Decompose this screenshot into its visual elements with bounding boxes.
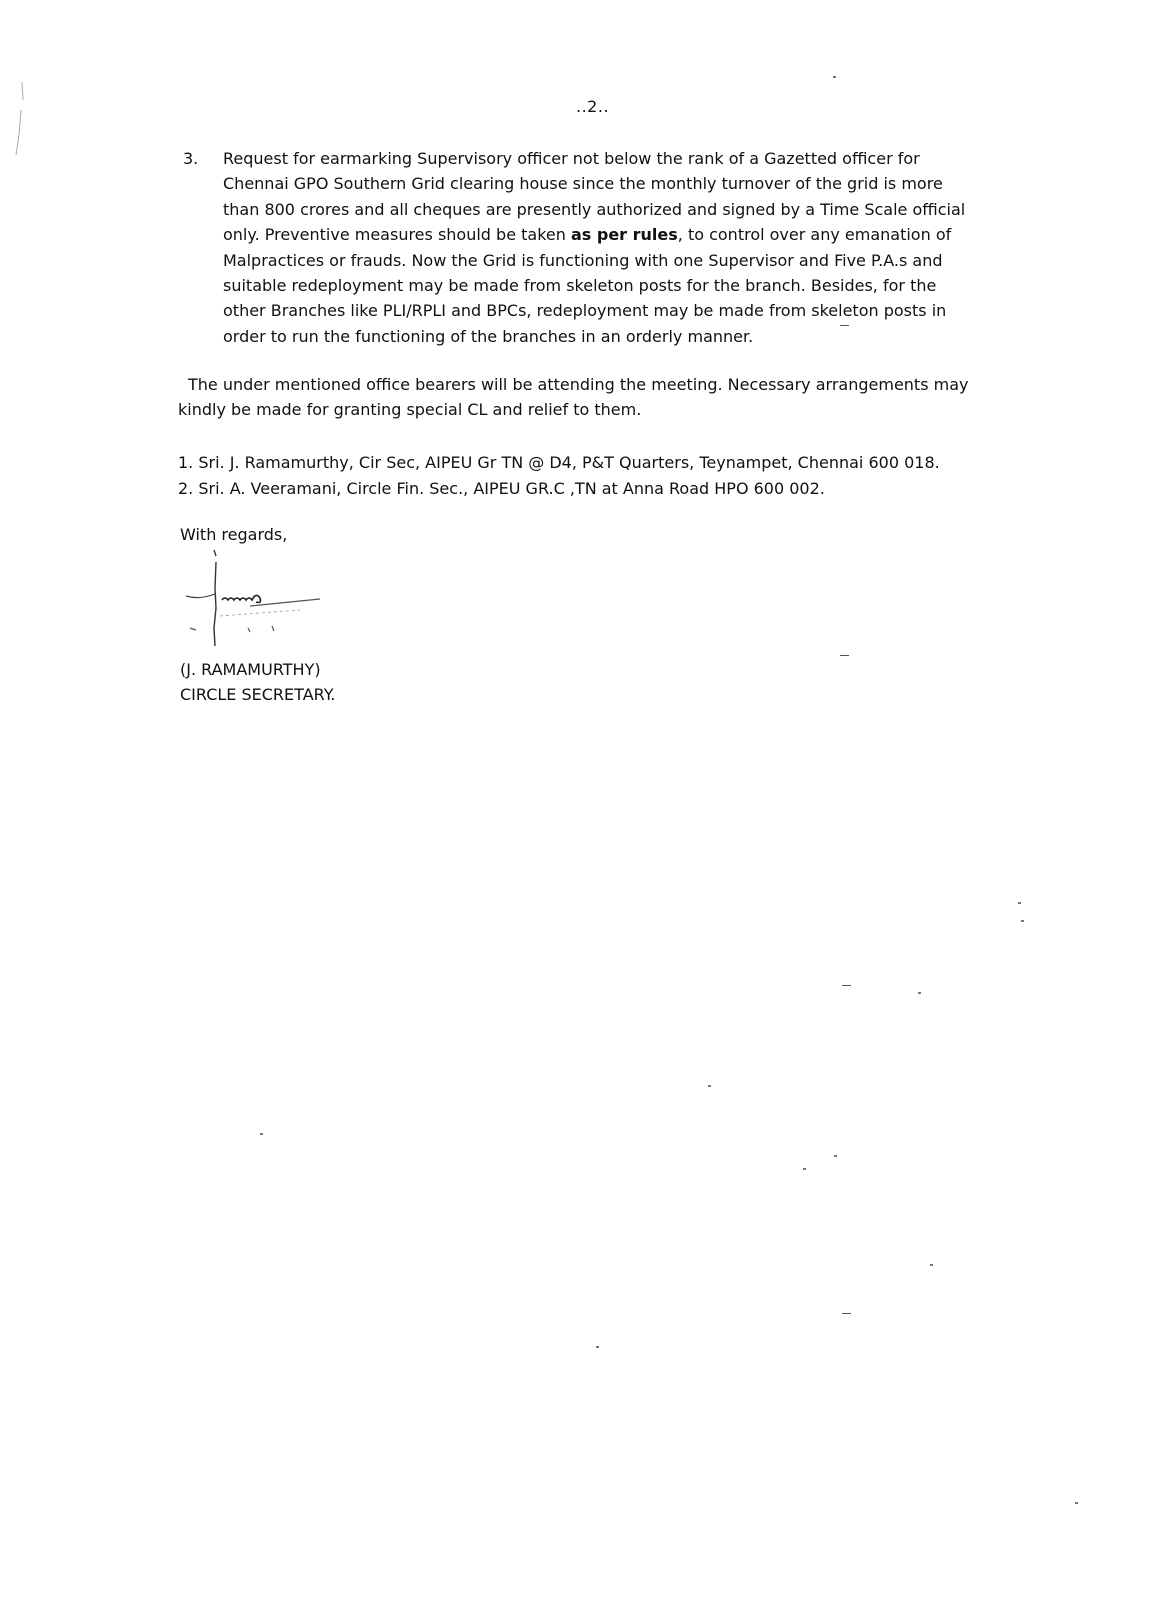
list-item: 1. Sri. J. Ramamurthy, Cir Sec, AIPEU Gr TN @ D4, P&T Quarters, Teynampet, Chennai 600 018. [178,453,940,472]
scan-speck [596,1346,599,1348]
request-paragraph [178,372,1038,423]
margin-scan-mark [10,80,30,160]
closing-line: With regards, [180,525,288,544]
scan-speck [918,992,921,994]
handwritten-signature [180,548,330,648]
scan-speck [1075,1502,1078,1504]
scan-speck [833,76,836,78]
item-line: suitable redeployment may be made from skeleton posts for the branch. Besides, for the [223,276,937,296]
item-line: Request for earmarking Supervisory officer not below the rank of a Gazetted officer for [223,149,920,168]
scan-speck [930,1264,933,1266]
item-line-part: , to control over any emanation of [677,225,952,245]
item-line: Chennai GPO Southern Grid clearing house since the monthly turnover of the grid is more [223,174,943,194]
item-body [223,146,1023,349]
request-item-3 [183,146,1023,349]
signatory-block [180,657,335,707]
scan-speck [842,985,851,986]
paragraph-line: kindly be made for granting special CL and relief to them. [178,400,642,420]
signatory-name: (J. RAMAMURTHY) [180,660,321,679]
scan-speck [842,1313,851,1314]
scan-speck [840,325,849,326]
scan-speck [840,655,849,656]
scan-speck [708,1085,711,1087]
item-line: than 800 crores and all cheques are presently authorized and signed by a Time Scale official [223,199,966,219]
item-line [223,222,1023,247]
emphasis-text: as per rules [570,225,678,245]
list-item: 2. Sri. A. Veeramani, Circle Fin. Sec., AIPEU GR.C ,TN at Anna Road HPO 600 002. [178,479,825,498]
item-line-part: only. Preventive measures should be taken [223,225,571,245]
item-number: 3. [183,149,199,168]
scan-speck [1021,920,1024,922]
item-line: other Branches like PLI/RPLI and BPCs, redeployment may be made from skeleton posts in [223,301,947,321]
paragraph-line: The under mentioned office bearers will be attending the meeting. Necessary arrangements may [188,375,969,394]
scan-speck [834,1155,837,1157]
scan-speck [803,1168,806,1170]
item-line: Malpractices or frauds. Now the Grid is functioning with one Supervisor and Five P.A.s and [223,250,943,270]
scan-speck [1018,902,1021,904]
scan-speck [260,1133,263,1135]
page-number: ..2.. [576,97,610,116]
item-line: order to run the functioning of the branches in an orderly manner. [223,326,754,346]
signatory-title: CIRCLE SECRETARY. [180,685,336,704]
office-bearers-list [178,450,1058,502]
